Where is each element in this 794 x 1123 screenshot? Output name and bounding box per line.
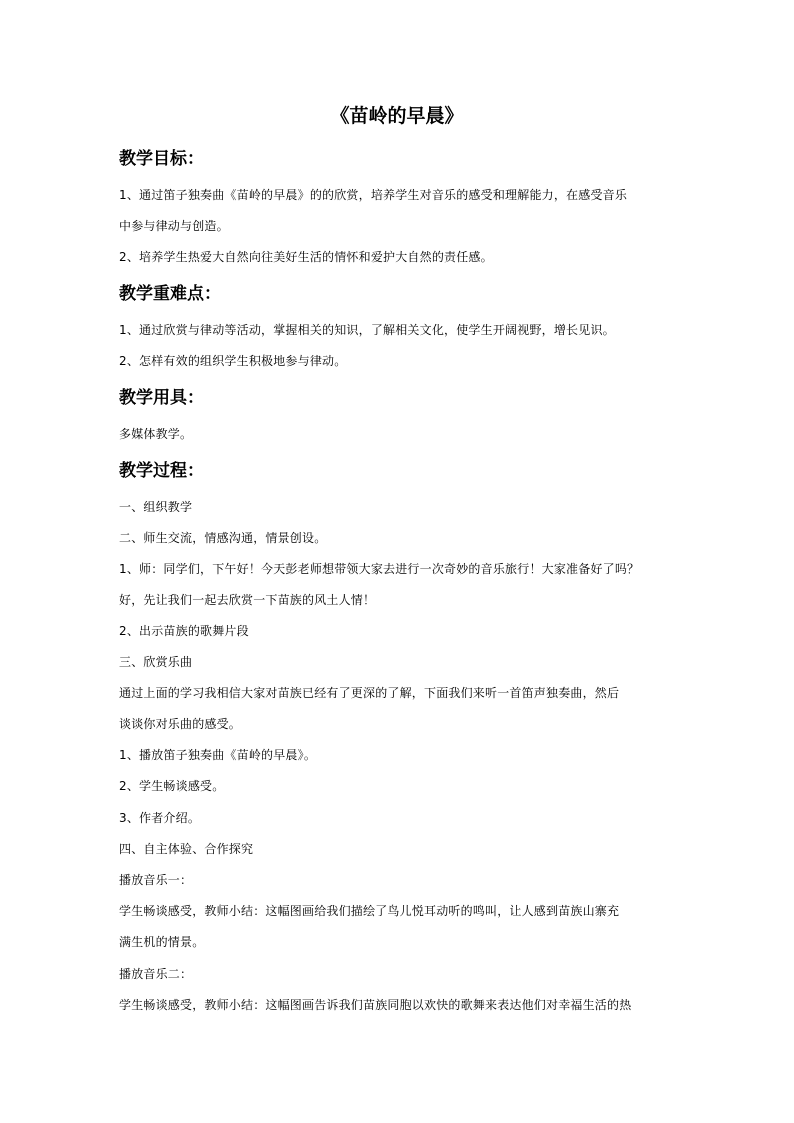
process-line-5: 2、出示苗族的歌舞片段 xyxy=(119,624,249,638)
heading-teaching-goals: 教学目标： xyxy=(119,149,204,169)
heading-teaching-difficulties: 教学重难点： xyxy=(119,284,221,304)
process-line-13: 播放音乐一： xyxy=(119,873,193,887)
process-line-6: 三、欣赏乐曲 xyxy=(119,655,193,669)
difficulties-line-2: 2、怎样有效的组织学生积极地参与律动。 xyxy=(119,354,347,368)
process-line-12: 四、自主体验、合作探究 xyxy=(119,842,254,856)
process-line-4: 好，先让我们一起去欣赏一下苗族的风土人情！ xyxy=(119,593,376,607)
process-line-11: 3、作者介绍。 xyxy=(119,811,201,825)
difficulties-line-1: 1、通过欣赏与律动等活动，掌握相关的知识，了解相关文化，使学生开阔视野，增长见识。 xyxy=(119,323,615,337)
process-line-10: 2、学生畅谈感受。 xyxy=(119,779,225,793)
process-line-3: 1、师：同学们，下午好！今天彭老师想带领大家去进行一次奇妙的音乐旅行！大家准备好了吗？ xyxy=(119,562,640,576)
process-line-8: 谈谈你对乐曲的感受。 xyxy=(119,717,242,731)
process-line-14: 学生畅谈感受，教师小结：这幅图画给我们描绘了鸟儿悦耳动听的鸣叫，让人感到苗族山寨充 xyxy=(119,904,620,918)
heading-teaching-process: 教学过程： xyxy=(119,461,204,481)
process-line-9: 1、播放笛子独奏曲《苗岭的早晨》。 xyxy=(119,748,317,762)
process-line-16: 播放音乐二： xyxy=(119,967,193,981)
heading-teaching-tools: 教学用具： xyxy=(119,388,204,408)
document-title: 《苗岭的早晨》 xyxy=(330,105,464,127)
tools-line-1: 多媒体教学。 xyxy=(119,427,193,441)
process-line-15: 满生机的情景。 xyxy=(119,935,205,949)
goals-line-3: 2、培养学生热爱大自然向往美好生活的情怀和爱护大自然的责任感。 xyxy=(119,250,493,264)
goals-line-2: 中参与律动与创造。 xyxy=(119,219,229,233)
process-line-7: 通过上面的学习我相信大家对苗族已经有了更深的了解，下面我们来听一首笛声独奏曲，然后 xyxy=(119,686,620,700)
process-line-2: 二、师生交流，情感沟通，情景创设。 xyxy=(119,531,327,545)
process-line-1: 一、组织教学 xyxy=(119,500,193,514)
process-line-17: 学生畅谈感受，教师小结：这幅图画告诉我们苗族同胞以欢快的歌舞来表达他们对幸福生活的热 xyxy=(119,998,632,1012)
goals-line-1: 1、通过笛子独奏曲《苗岭的早晨》的的欣赏，培养学生对音乐的感受和理解能力，在感受音乐 xyxy=(119,188,628,202)
